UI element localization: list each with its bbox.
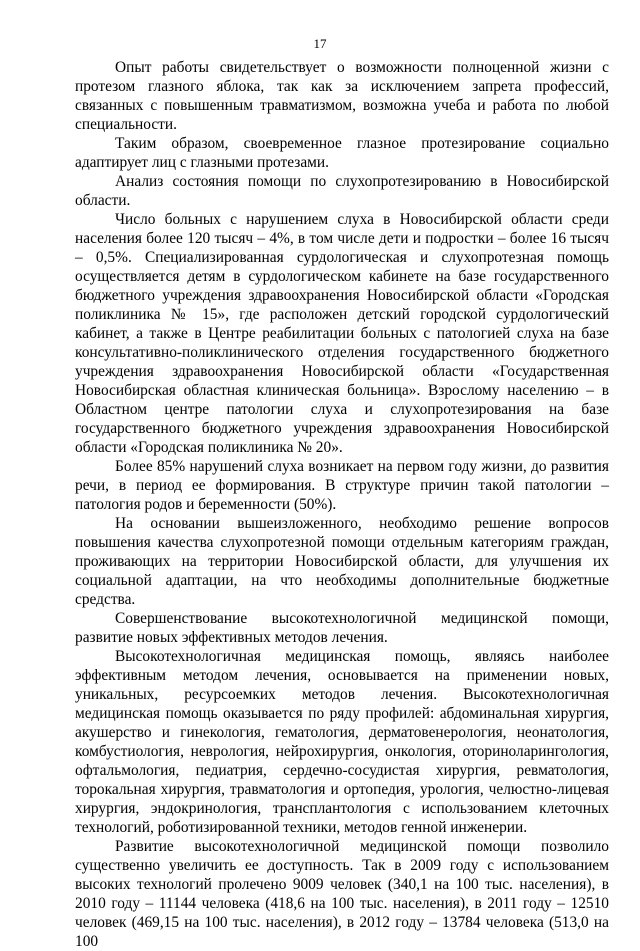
paragraph-high-tech-statistics: Развитие высокотехнологичной медицинской помощи позволило существенно увеличить ее доступность. Так в 2009 году с использованием высоких технологий пролечено 9009 человек (340,1 на 100 тыс. населения), в 2010 году – 11144 человека (418,6 на 100 тыс. населения), в 2011 году – 12510 человек (469,15 на 100 тыс. населения), в 2012 году – 13784 человека (513,0 на 100 (75, 838, 609, 950)
paragraph-prosthesis-life: Опыт работы свидетельствует о возможности полноценной жизни с протезом глазного яблока, так как за исключением запрета профессий, связанных с повышенным травматизмом, возможна учеба и работа по любой специальности. (75, 59, 609, 133)
paragraph-hearing-statistics: Число больных с нарушением слуха в Новосибирской области среди населения более 120 тысяч – 4%, в том числе дети и подростки – более 16 тысяч – 0,5%. Специализированная сурдологическая и слухопротезная помощь осуществляется детям в сурдологическом кабинете на базе государственного бюджетного учреждения здравоохранения Новосибирской области «Городская поликлиника № 15», где расположен детский городской сурдологический кабинет, а также в Центре реабилитации больных с патологией слуха на базе консультативно-поликлинического отделения государственного бюджетного учреждения здравоохранения Новосибирской области «Государственная Новосибирская областная клиническая больница». Взрослому населению – в Областном центре патологии слуха и слухопротезирования на базе государственного бюджетного учреждения здравоохранения Новосибирской области «Городская поликлиника № 20». (75, 211, 609, 456)
page-number: 17 (313, 36, 327, 51)
paragraph-hearing-analysis-heading: Анализ состояния помощи по слухопротезированию в Новосибирской области. (75, 173, 609, 209)
document-body (75, 58, 609, 951)
paragraph-high-tech-profiles: Высокотехнологичная медицинская помощь, являясь наиболее эффективным методом лечения, основывается на применении новых, уникальных, ресурсоемких методов лечения. Высокотехнологичная медицинская помощь оказывается по ряду профилей: абдоминальная хирургия, акушерство и гинекология, гематология, дерматовенерология, неонатология, комбустиология, неврология, нейрохирургия, онкология, оториноларингология, офтальмология, педиатрия, сердечно-сосудистая хирургия, ревматология, торокальная хирургия, травматология и ортопедия, урология, челюстно-лицевая хирургия, эндокринология, трансплантология с использованием клеточных технологий, роботизированной техники, методов генной инженерии. (75, 648, 609, 836)
paragraph-hearing-funding: На основании вышеизложенного, необходимо решение вопросов повышения качества слухопротезной помощи отдельным категориям граждан, проживающих на территории Новосибирской области, для улучшения их социальной адаптации, на что необходимы дополнительные бюджетные средства. (75, 515, 609, 608)
paragraph-hearing-causes: Более 85% нарушений слуха возникает на первом году жизни, до развития речи, в период ее формирования. В структуре причин такой патологии – патология родов и беременности (50%). (75, 458, 609, 513)
paragraph-high-tech-heading: Совершенствование высокотехнологичной медицинской помощи, развитие новых эффективных методов лечения. (75, 610, 609, 646)
paragraph-eye-prosthetics-conclusion: Таким образом, своевременное глазное протезирование социально адаптирует лиц с глазными протезами. (75, 135, 609, 171)
